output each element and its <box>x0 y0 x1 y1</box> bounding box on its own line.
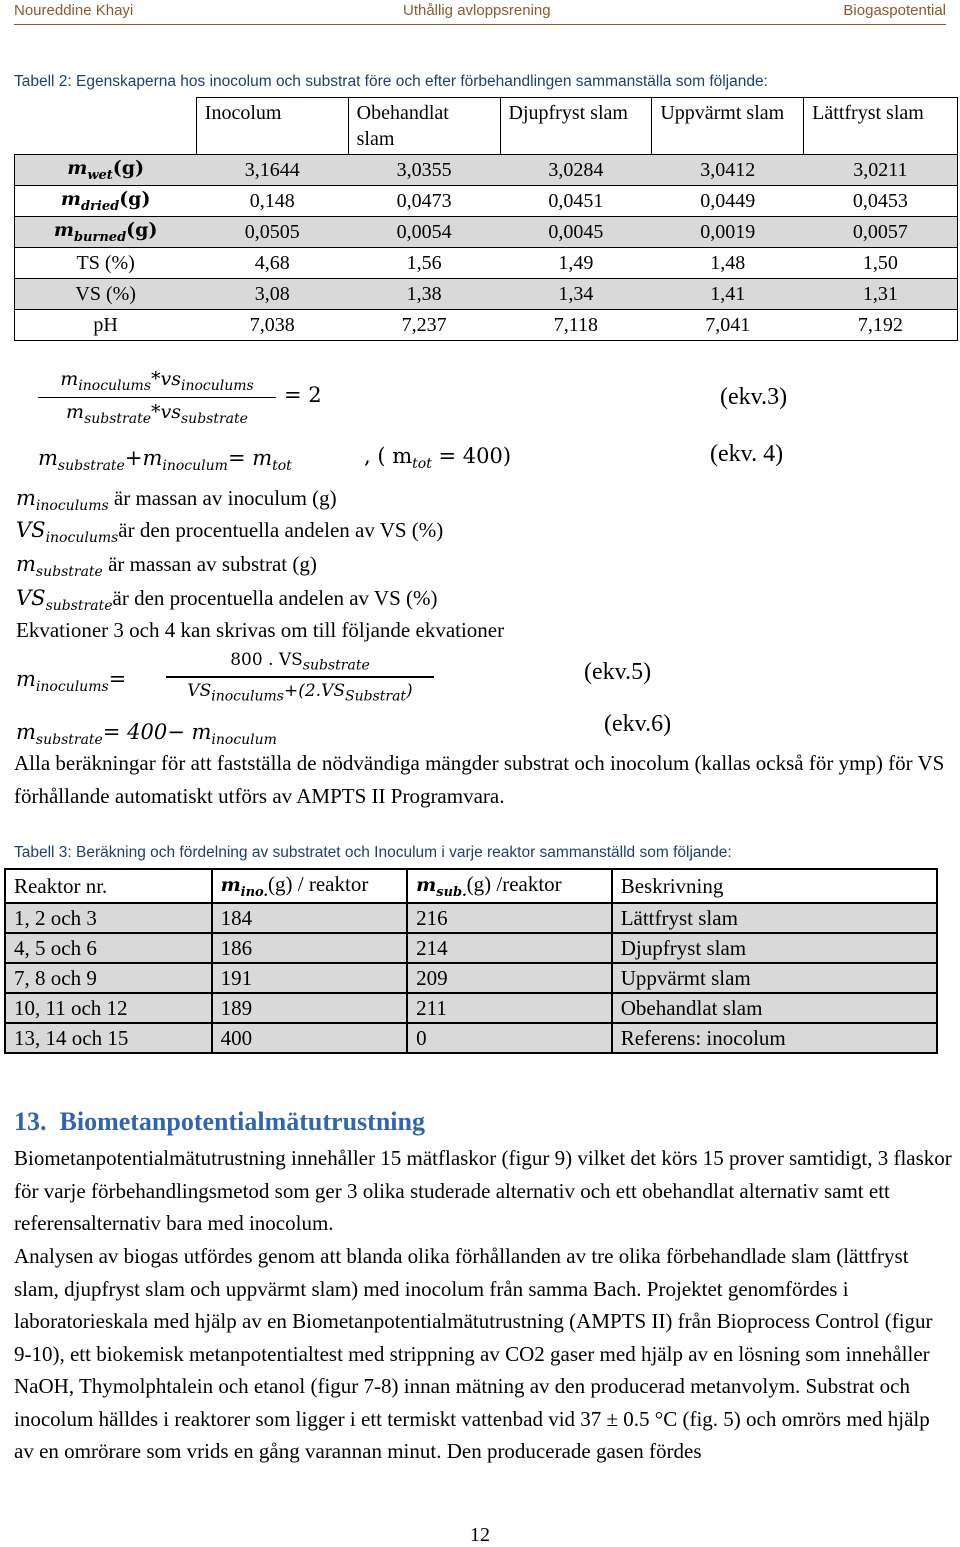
row-label: $m_{wet}(g)$ <box>15 155 197 186</box>
eq3-fraction <box>38 368 276 427</box>
fraction-bar <box>166 676 434 678</box>
table-cell: 400 <box>212 1023 408 1053</box>
page-number: 12 <box>470 1524 490 1546</box>
table-cell: 1,41 <box>652 279 804 310</box>
eq4-tag: (ekv. 4) <box>710 441 784 467</box>
row-label: VS (%) <box>15 279 197 310</box>
table-cell: Djupfryst slam <box>612 933 937 963</box>
eq5-lhs: $m_{inoculums}=$ <box>16 667 127 696</box>
table-cell: 1, 2 och 3 <box>5 903 212 933</box>
row-label: $m_{dried}(g)$ <box>15 186 197 217</box>
eq3-numerator: $m_{inoculums}*vs_{inoculums}$ <box>60 368 254 394</box>
fraction-bar <box>38 397 276 399</box>
header-rule <box>14 24 946 25</box>
table-cell: 186 <box>212 933 408 963</box>
row-label: pH <box>15 310 197 341</box>
table-row <box>5 1023 937 1053</box>
table-cell: 7,041 <box>652 310 804 341</box>
section-paragraph-2: Analysen av biogas utfördes genom att blanda olika förhållanden av tre olika förbehandlade slam (lättfryst slam, djupfryst slam och uppvärmt slam) med inocolum från samma Bach. Projektet genomfördes i laboratorieskala med hjälp av en Biometanpotentialmätutrustning (AMPTS II) från Bioprocess Control (figur 9-10), ett biokemisk metanpotentialtest med strippning av CO2 gaser med hjälp av en lösning som innehåller NaOH, Thymolphtalein och etanol (figur 7-8) innan mätning av den producerad metanvolym. Substrat och inocolum hälldes i reaktorer som ligger i ett termiskt vattenbad vid 37 ± 0.5 °C (fig. 5) och omrörs med hjälp av en omrörare som vrids en gång varannan minut. Den producerade gasen fördes <box>14 1244 933 1463</box>
eq3-denominator: $m_{substrate}*vs_{substrate}$ <box>66 401 248 428</box>
table-cell: 0,0045 <box>500 217 652 248</box>
table2-col-header: Djupfryst slam <box>500 98 652 155</box>
col-header-description: Beskrivning <box>612 869 937 903</box>
table-cell: 184 <box>212 903 408 933</box>
col-header-inoculum: $m_{ino.}(g)$ / reaktor <box>212 869 408 903</box>
table-cell: 1,48 <box>652 248 804 279</box>
table2-corner <box>15 98 197 155</box>
table-cell: 0 <box>407 1023 612 1053</box>
eq3-tag: (ekv.3) <box>720 384 788 410</box>
section-heading: 13. Biometanpotentialmätutrustning <box>14 1107 425 1136</box>
table-cell: 3,0284 <box>500 155 652 186</box>
table-row <box>15 248 958 279</box>
eq5-denominator: $VS_{inoculums}+(2.VS_{Substrat})$ <box>187 680 413 705</box>
table2-caption: Tabell 2: Egenskaperna hos inocolum och substrat före och efter förbehandlingen sammanställa som följande: <box>14 73 768 90</box>
eq5-fraction <box>166 650 434 704</box>
table2-col-header: Obehandlat slam <box>348 98 500 155</box>
table-cell: 1,49 <box>500 248 652 279</box>
row-label: TS (%) <box>15 248 197 279</box>
table-cell: 4, 5 och 6 <box>5 933 212 963</box>
eq5-tag: (ekv.5) <box>584 659 652 685</box>
table-cell: Lättfryst slam <box>612 903 937 933</box>
table-cell: 0,0449 <box>652 186 804 217</box>
table-cell: Obehandlat slam <box>612 993 937 1023</box>
page-header <box>0 0 960 26</box>
table-cell: 191 <box>212 963 408 993</box>
table-cell: 1,38 <box>348 279 500 310</box>
table-cell: 0,0473 <box>348 186 500 217</box>
table-cell: Referens: inocolum <box>612 1023 937 1053</box>
header-section: Biogaspotential <box>843 2 946 19</box>
table-cell: 0,0453 <box>804 186 958 217</box>
table-row <box>15 279 958 310</box>
table-cell: 10, 11 och 12 <box>5 993 212 1023</box>
table-cell: 1,34 <box>500 279 652 310</box>
eq6-expression: $m_{substrate}= 400- m_{inoculum}$ <box>16 720 277 749</box>
table-cell: 209 <box>407 963 612 993</box>
table-cell: 7,192 <box>804 310 958 341</box>
table-cell: 7,038 <box>196 310 348 341</box>
section-paragraph-1: Biometanpotentialmätutrustning innehåller 15 mätflaskor (figur 9) vilket det körs 15 prover samtidigt, 3 flaskor för varje förbehandlingsmetod som ger 3 olika studerade alternativ och ett obehandlat alternativ samt ett referensalternativ bara med inocolum. <box>14 1146 952 1235</box>
table-cell: 1,31 <box>804 279 958 310</box>
table-row <box>15 217 958 248</box>
table-cell: 13, 14 och 15 <box>5 1023 212 1053</box>
table-cell: 3,1644 <box>196 155 348 186</box>
table-cell: 1,50 <box>804 248 958 279</box>
header-author: Noureddine Khayi <box>14 2 134 19</box>
table-row <box>5 903 937 933</box>
table-row <box>5 963 937 993</box>
table-cell: 3,0355 <box>348 155 500 186</box>
table-cell: 0,0505 <box>196 217 348 248</box>
table-row <box>15 155 958 186</box>
definition-inoculum-vs: $VS_{inoculums}är$ den procentuella andelen av VS (%) <box>16 518 444 547</box>
table-cell: 0,0019 <box>652 217 804 248</box>
table-cell: 7,118 <box>500 310 652 341</box>
table-cell: 3,08 <box>196 279 348 310</box>
table-cell: 1,56 <box>348 248 500 279</box>
eq4-condition: , ( $m_{tot} = 400$) <box>364 444 512 473</box>
header-title: Uthållig avloppsrening <box>403 2 551 19</box>
table-header-row <box>5 869 937 903</box>
table-cell: 7, 8 och 9 <box>5 963 212 993</box>
eq3-rhs: = 2 <box>284 383 322 407</box>
summary-paragraph: Alla beräkningar för att fastställa de nödvändiga mängder substrat och inocolum (kallas också för ymp) för VS förhållande automatiskt utförs av AMPTS II Programvara. <box>14 751 945 808</box>
table-cell: 0,0057 <box>804 217 958 248</box>
table-cell: Uppvärmt slam <box>612 963 937 993</box>
table-cell: 3,0412 <box>652 155 804 186</box>
table-row <box>15 310 958 341</box>
table3-caption: Tabell 3: Beräkning och fördelning av substratet och Inoculum i varje reaktor sammanställd som följande: <box>14 844 732 861</box>
table-row <box>5 933 937 963</box>
table2-col-header: Lättfryst slam <box>804 98 958 155</box>
table-cell: 211 <box>407 993 612 1023</box>
table-row <box>15 186 958 217</box>
eq6-tag: (ekv.6) <box>604 711 672 737</box>
table2 <box>14 97 958 341</box>
definition-substrate-mass: $m_{substrate}$ är massan av substrat (g) <box>16 552 317 581</box>
col-header-reactor: Reaktor nr. <box>5 869 212 903</box>
table2-col-header: Uppvärmt slam <box>652 98 804 155</box>
equations-intro: Ekvationer 3 och 4 kan skrivas om till följande ekvationer <box>16 618 505 642</box>
table-cell: 4,68 <box>196 248 348 279</box>
table-cell: 7,237 <box>348 310 500 341</box>
eq4-lhs: $m_{substrate}+m_{inoculum}= m_{tot}$ <box>38 446 292 475</box>
table2-col-header: Inocolum <box>196 98 348 155</box>
table-cell: 0,148 <box>196 186 348 217</box>
table-cell: 0,0054 <box>348 217 500 248</box>
row-label: $m_{burned}(g)$ <box>15 217 197 248</box>
table-cell: 3,0211 <box>804 155 958 186</box>
definition-substrate-vs: $VS_{substrate}är$ den procentuella andelen av VS (%) <box>16 586 438 615</box>
table-cell: 216 <box>407 903 612 933</box>
table-cell: 214 <box>407 933 612 963</box>
table-row <box>5 993 937 1023</box>
col-header-substrate: $m_{sub.}(g)$ /reaktor <box>407 869 612 903</box>
table-cell: 0,0451 <box>500 186 652 217</box>
eq5-numerator: 800 . $VS_{substrate}$ <box>230 650 370 674</box>
table-cell: 189 <box>212 993 408 1023</box>
table3 <box>4 868 938 1054</box>
definition-inoculum-mass: $m_{inoculums}$ är massan av inoculum (g) <box>16 486 337 515</box>
